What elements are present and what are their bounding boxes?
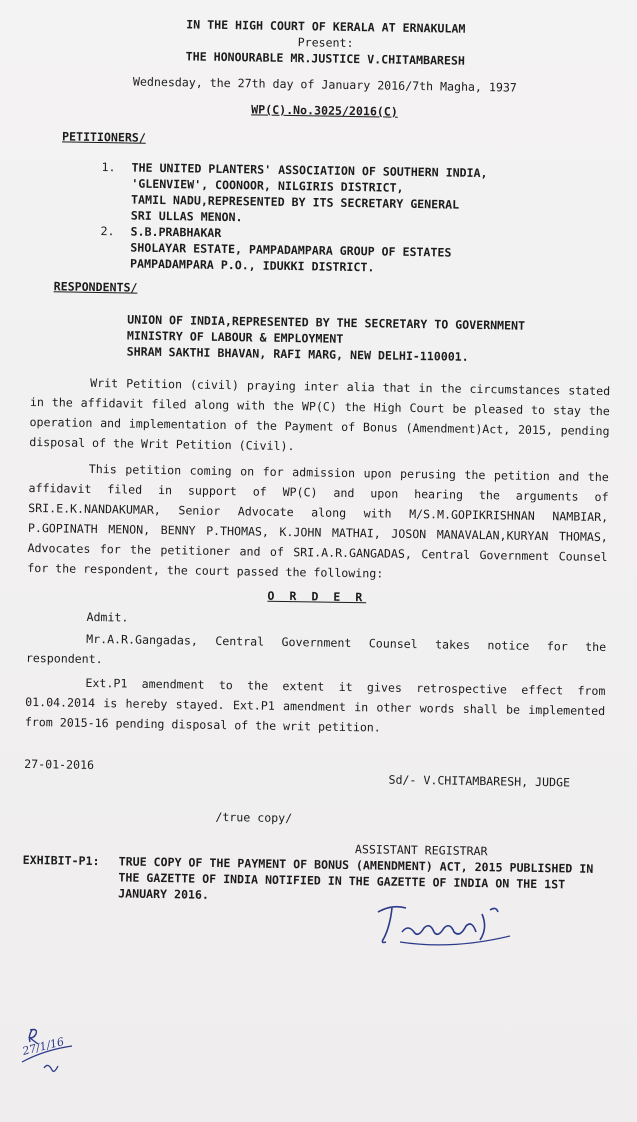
petitioner-line: SHOLAYAR ESTATE, PAMPADAMPARA GROUP OF ESTATES	[130, 240, 452, 260]
respondent-line: MINISTRY OF LABOUR & EMPLOYMENT	[126, 328, 344, 346]
judge-line: THE HONOURABLE MR.JUSTICE V.CHITAMBARESH	[185, 49, 466, 68]
respondent-line: UNION OF INDIA,REPRESENTED BY THE SECRETARY TO GOVERNMENT	[127, 312, 526, 333]
petitioner-item	[101, 159, 614, 231]
petitioner-number: 2.	[100, 224, 115, 239]
date-line: Wednesday, the 27th day of January 2016/7th Magha, 1937	[132, 74, 517, 95]
initials-date: 27/1/16	[21, 1035, 66, 1058]
prayer-paragraph: Writ Petition (civil) praying inter alia that in the circumstances stated in the affidavit filed along with the WP(C) the High Court be pleased to stay the operation and implementation of the Payment of Bonus (Amendment)Act, 2015, pending disposal of the Writ Petition (Civil).	[29, 375, 611, 454]
order-title: O R D E R	[267, 588, 367, 605]
petitioner-number: 1.	[101, 160, 116, 175]
judge-signature-line: Sd/- V.CHITAMBARESH, JUDGE	[388, 772, 571, 790]
petitioners-heading: PETITIONERS/	[61, 129, 146, 145]
petitioner-line: THE UNITED PLANTERS' ASSOCIATION OF SOUTHERN INDIA,	[131, 160, 488, 181]
petitioner-line: TAMIL NADU,REPRESENTED BY ITS SECRETARY GENERAL	[130, 192, 460, 212]
respondents-heading: RESPONDENTS/	[53, 279, 138, 295]
present-label: Present:	[297, 35, 354, 50]
petitioner-line: PAMPADAMPARA P.O., IDUKKI DISTRICT.	[129, 256, 375, 275]
registrar-signature-image	[372, 898, 522, 950]
order-date: 27-01-2016	[24, 756, 95, 773]
order-admit: Admit.	[86, 609, 129, 625]
respondent-block	[127, 311, 612, 367]
true-copy-label: /true copy/	[215, 809, 293, 826]
petitioner-line: SRI ULLAS MENON.	[130, 208, 243, 225]
exhibit-text: TRUE COPY OF THE PAYMENT OF BONUS (AMENDMENT) ACT, 2015 PUBLISHED IN THE GAZETTE OF INDIA NOTIFIED IN THE GAZETTE OF INDIA ON THE 1ST JANUARY 2016.	[118, 854, 594, 902]
petitioner-line: S.B.PRABHAKAR	[130, 224, 222, 240]
order-paragraph-notice: Mr.A.R.Gangadas, Central Government Counsel takes notice for the respondent.	[25, 631, 607, 667]
case-number: WP(C).No.3025/2016(C)	[251, 102, 398, 119]
petitioner-item	[100, 223, 613, 279]
hearing-paragraph: This petition coming on for admission upon perusing the petition and the affidavit filed in support of WP(C) and upon hearing the arguments of SRI.E.K.NANDAKUMAR, Senior Advocate along with M/S.M.GOPIKRISHNAN NAMBIAR, P.GOPINATH MENON, BENNY P.THOMAS, K.JOHN MATHAI, JOSON MANAVALAN,KURYAN THOMAS, Advocates for the petitioner and of SRI.A.R.GANGADAS, Central Government Counsel for the respondent, the court passed the following:	[27, 461, 609, 581]
court-name: IN THE HIGH COURT OF KERALA AT ERNAKULAM	[186, 17, 466, 36]
exhibit-label: EXHIBIT-P1:	[22, 852, 100, 869]
order-paragraph-stay: Ext.P1 amendment to the extent it gives retrospective effect from 01.04.2014 is hereby stayed. Ext.P1 amendment in other words shall be implemented from 2015-16 pending disposal of the writ petition.	[24, 675, 606, 735]
registrar-label: ASSISTANT REGISTRAR	[354, 842, 488, 859]
court-order	[22, 14, 616, 909]
respondent-line: SHRAM SAKTHI BHAVAN, RAFI MARG, NEW DELHI-110001.	[126, 344, 469, 364]
petitioner-line: 'GLENVIEW', COONOOR, NILGIRIS DISTRICT,	[131, 176, 404, 195]
